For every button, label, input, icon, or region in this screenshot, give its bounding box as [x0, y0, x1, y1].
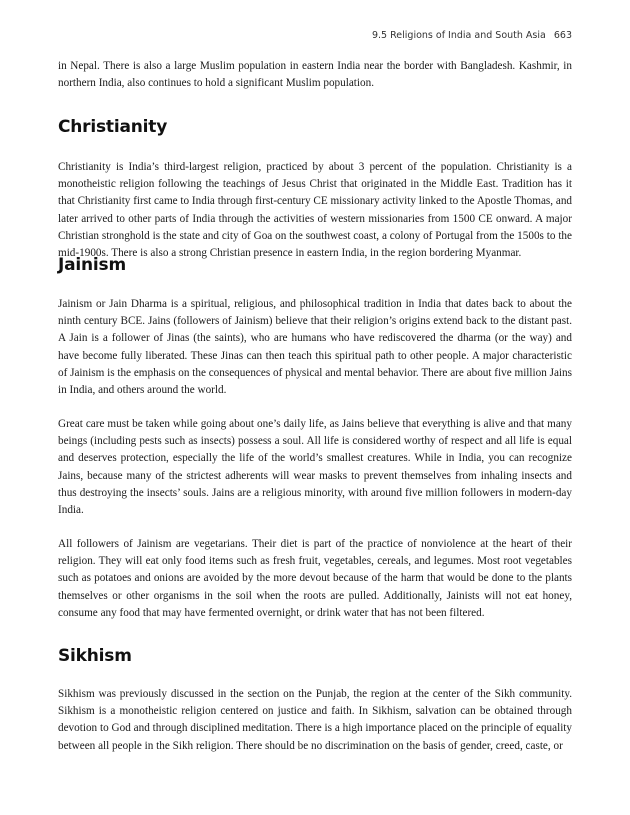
sikhism-paragraph-1: Sikhism was previously discussed in the section on the Punjab, the region at the center of the Sikh community. Sikhism is a monotheistic religion centered on justice and faith. In Sikhism, salvation can be obtained through devotion to God and through disciplined meditation. There is a high importance placed on the principle of equality between all people in the Sikh religion. There should be no discrimination on the basis of gender, creed, caste, or — [58, 688, 572, 752]
christianity-paragraph-1: Christianity is India’s third-largest religion, practiced by about 3 percent of the population. Christianity is a monotheistic religion following the teachings of Jesus Christ that originated in the Middle East. Tradition has it that Christianity first came to India through first-century CE missionary activity linked to the Apostle Thomas, and later arrived to other parts of India through the activities of western missionaries from 1500 CE onward. A major Christian stronghold is the state and city of Goa on the southwest coast, a colony of Portugal from the 1500s to the mid-1900s. There is also a strong Christian presence in eastern India, in the region bordering Myanmar. — [58, 161, 573, 260]
running-header — [372, 30, 572, 41]
intro-paragraph: in Nepal. There is also a large Muslim population in eastern India near the border with Bangladesh. Kashmir, in northern India, also continues to hold a significant Muslim population. — [58, 60, 572, 90]
header-page-number: 663 — [553, 30, 572, 41]
jainism-paragraph-1: Jainism or Jain Dharma is a spiritual, religious, and philosophical tradition in India that dates back to about the ninth century BCE. Jains (followers of Jainism) believe that their religion’s origins extend back to the distant past. A Jain is a follower of Jinas (the saints), who are humans who have rediscovered the dharma (or the way) and have become fully liberated. These Jinas can then teach this spiritual path to other people. A major characteristic of Jainism is the emphasis on the consequences of physical and mental behavior. There are about five million Jains in India, and others around the world. — [58, 298, 572, 397]
jainism-paragraph-3: All followers of Jainism are vegetarians. Their diet is part of the practice of nonviolence at the heart of their religion. They will eat only food items such as fresh fruit, vegetables, cereals, and legumes. Most root vegetables such as potatoes and onions are avoided by the more devout because of the harm that would be done to the plants themselves or other organisms in the soil when the roots are pulled. Additionally, Jainists will not eat honey, consume any food that may have fermented overnight, or drink water that has not been filtered. — [58, 538, 572, 619]
sikhism-heading: Sikhism — [58, 646, 132, 666]
jainism-paragraph-2: Great care must be taken while going about one’s daily life, as Jains believe that everything is alive and that many beings (including pests such as insects) possess a soul. All life is considered worthy of respect and all life is equal and deserves protection, especially the life of the world’s smallest creatures. While in India, you can recognize Jains, because many of the strictest adherents will wear masks to prevent themselves from inhaling insects and thus destroying the insects’ souls. Jains are a religious minority, with around five million followers in modern-day India. — [58, 418, 572, 517]
christianity-heading: Christianity — [58, 117, 168, 137]
header-section-title: 9.5 Religions of India and South Asia — [371, 30, 546, 41]
jainism-heading: Jainism — [58, 255, 126, 275]
